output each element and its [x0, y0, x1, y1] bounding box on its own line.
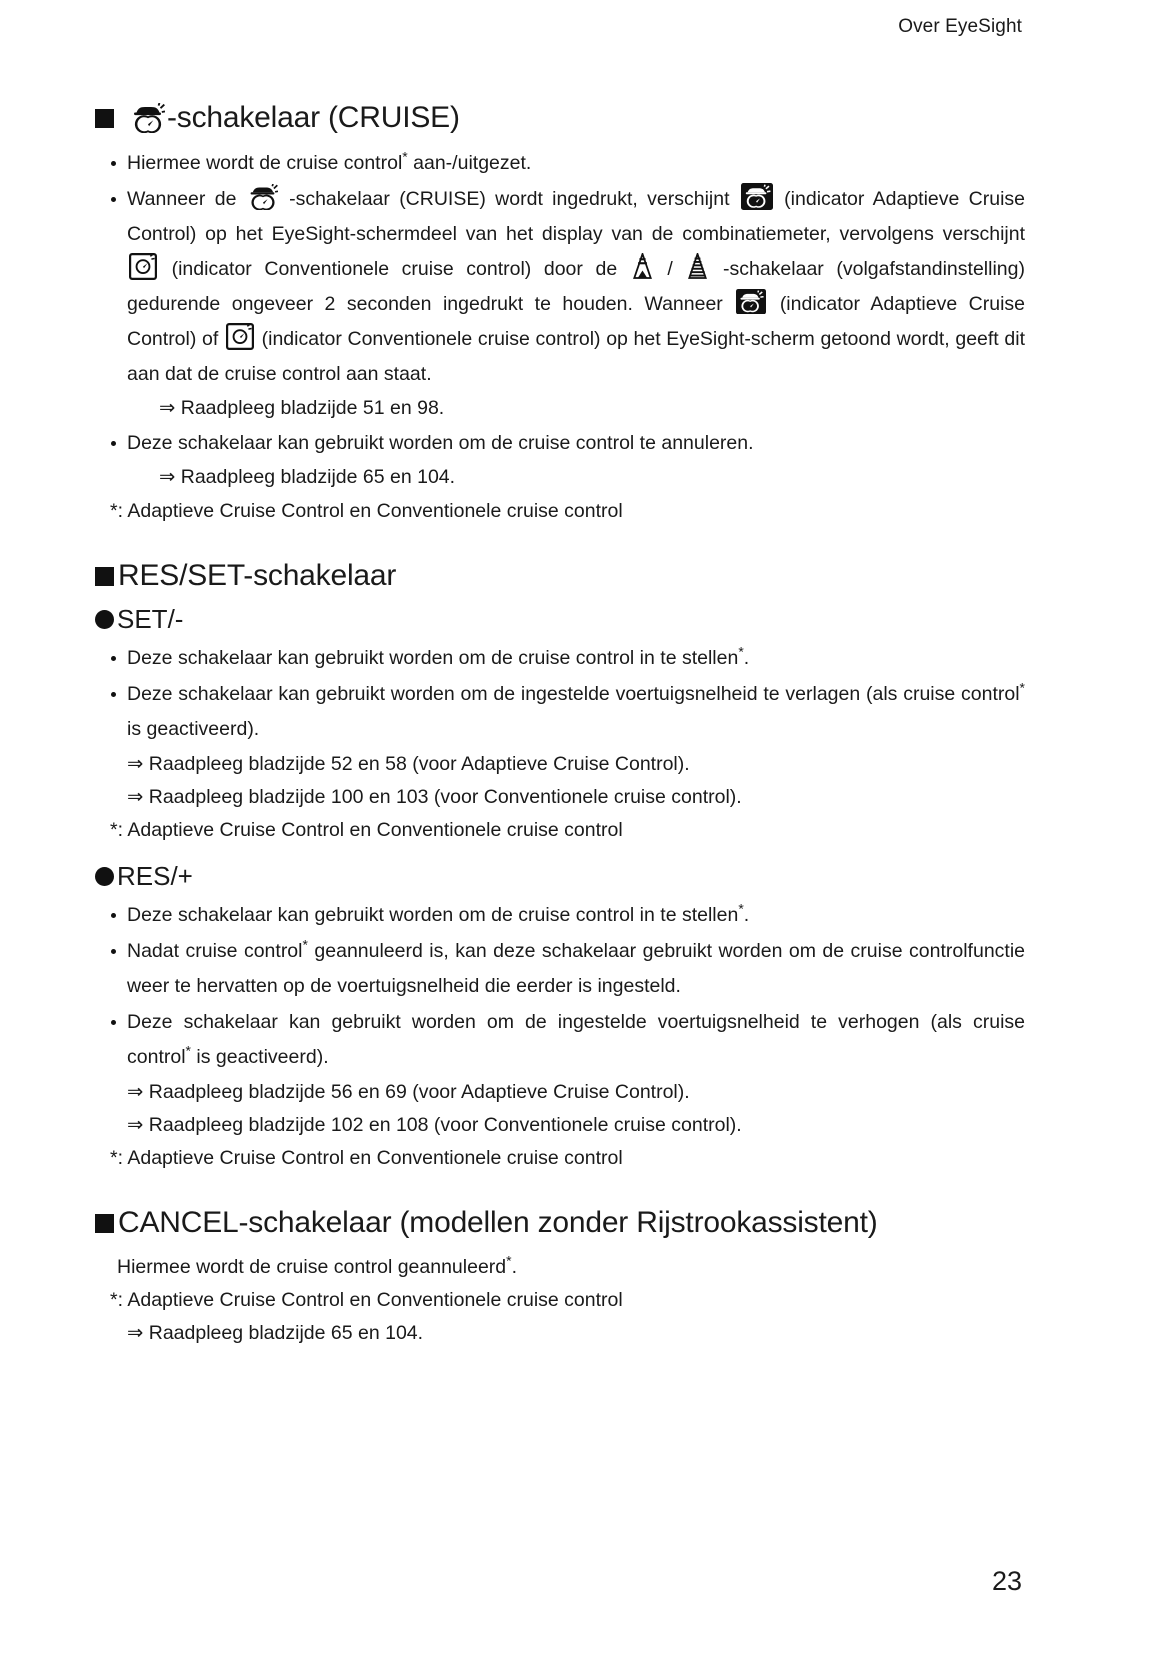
list-item: Wanneer de -schakelaar (CRUISE) wordt ingedrukt, verschijnt (indicator Adaptieve Cruise Control) op het EyeSight-schermdeel van het display van de combinatiemeter, vervolgens verschijnt (indicator Conventionele cruise control) door de / -schakelaar (volgafstandinstelling) gedurende ongeveer 2 seconden ingedrukt te houden. Wanneer (indicator Adaptieve Cruise Control) of (indicator Conventionele cruise control) op het EyeSight-scherm getoond wordt, geeft dit aan dat de cruise control aan staat. ⇒ Raadpleeg bladzijde 51 en 98. [95, 182, 1025, 425]
section-heading-text: -schakelaar (CRUISE) [167, 101, 460, 134]
following-distance-short-icon [632, 253, 653, 281]
following-distance-long-icon [687, 253, 708, 281]
page-reference: ⇒ Raadpleeg bladzijde 100 en 103 (voor Conventionele cruise control). [127, 786, 742, 809]
square-bullet-icon [95, 109, 114, 128]
list-item: Deze schakelaar kan gebruikt worden om de cruise control te annuleren. ⇒ Raadpleeg bladzijde 65 en 104. [95, 426, 1025, 494]
footnote-marker: * [402, 148, 408, 165]
cruise-control-switch-icon [248, 184, 278, 210]
cruise-switch-bullet-list [95, 146, 1025, 494]
adaptive-cruise-control-indicator-icon [736, 289, 766, 315]
running-header: Over EyeSight [898, 16, 1022, 37]
page-content [95, 100, 1025, 1350]
circle-bullet-icon [95, 867, 114, 886]
footnote: *: Adaptieve Cruise Control en Conventionele cruise control [110, 819, 623, 842]
page-reference: ⇒ Raadpleeg bladzijde 52 en 58 (voor Adaptieve Cruise Control). [127, 753, 690, 776]
footnote-marker: * [506, 1252, 512, 1269]
footnote: *: Adaptieve Cruise Control en Conventionele cruise control [110, 1289, 623, 1312]
res-plus-bullet-list [95, 898, 1025, 1075]
section-res-set-switch [95, 558, 1025, 1175]
section-heading-res-set [95, 558, 1025, 594]
list-item: Deze schakelaar kan gebruikt worden om de cruise control in te stellen*. [95, 898, 1025, 933]
adaptive-cruise-control-indicator-icon [741, 183, 773, 210]
subsection-heading-text: RES/+ [117, 861, 193, 892]
section-heading-cruise-switch [95, 100, 1025, 136]
page-reference: ⇒ Raadpleeg bladzijde 65 en 104. [159, 466, 456, 488]
section-cancel-switch [95, 1205, 1025, 1350]
footnote-marker: * [1019, 679, 1025, 696]
cancel-intro-text: Hiermee wordt de cruise control geannuleerd*. [117, 1252, 517, 1279]
footnote-marker: * [738, 900, 744, 917]
footnote-marker: * [185, 1042, 191, 1059]
circle-bullet-icon [95, 610, 114, 629]
page-number: 23 [991, 1566, 1022, 1596]
list-item: Hiermee wordt de cruise control* aan-/uitgezet. [95, 146, 1025, 181]
page-reference: ⇒ Raadpleeg bladzijde 56 en 69 (voor Adaptieve Cruise Control). [127, 1081, 690, 1104]
list-item: Deze schakelaar kan gebruikt worden om de cruise control in te stellen*. [95, 641, 1025, 676]
conventional-cruise-control-indicator-icon [226, 323, 254, 350]
set-minus-bullet-list [95, 641, 1025, 747]
square-bullet-icon [95, 1214, 114, 1233]
subsection-heading-res-plus [95, 861, 1025, 892]
section-heading-cancel [95, 1205, 1025, 1241]
list-item: Deze schakelaar kan gebruikt worden om de ingestelde voertuigsnelheid te verhogen (als cruise control* is geactiveerd). [95, 1005, 1025, 1075]
conventional-cruise-control-indicator-icon [129, 253, 157, 280]
section-heading-text: CANCEL-schakelaar (modellen zonder Rijstrookassistent) [118, 1206, 878, 1240]
page-reference: ⇒ Raadpleeg bladzijde 51 en 98. [159, 397, 445, 419]
page-reference: ⇒ Raadpleeg bladzijde 102 en 108 (voor Conventionele cruise control). [127, 1114, 742, 1137]
square-bullet-icon [95, 567, 114, 586]
cruise-control-switch-icon [131, 103, 165, 133]
section-cruise-switch [95, 100, 1025, 528]
footnote-marker: * [302, 936, 308, 953]
subsection-heading-set-minus [95, 604, 1025, 635]
list-item: Nadat cruise control* geannuleerd is, kan deze schakelaar gebruikt worden om de cruise controlfunctie weer te hervatten op de voertuigsnelheid die eerder is ingesteld. [95, 934, 1025, 1004]
subsection-heading-text: SET/- [117, 604, 184, 634]
list-item: Deze schakelaar kan gebruikt worden om de ingestelde voertuigsnelheid te verlagen (als cruise control* is geactiveerd). [95, 677, 1025, 747]
section-heading-text: RES/SET-schakelaar [118, 559, 397, 592]
footnote: *: Adaptieve Cruise Control en Conventionele cruise control [110, 500, 623, 522]
footnote-marker: * [738, 643, 744, 660]
page-reference: ⇒ Raadpleeg bladzijde 65 en 104. [127, 1322, 424, 1345]
footnote: *: Adaptieve Cruise Control en Conventionele cruise control [110, 1147, 623, 1170]
